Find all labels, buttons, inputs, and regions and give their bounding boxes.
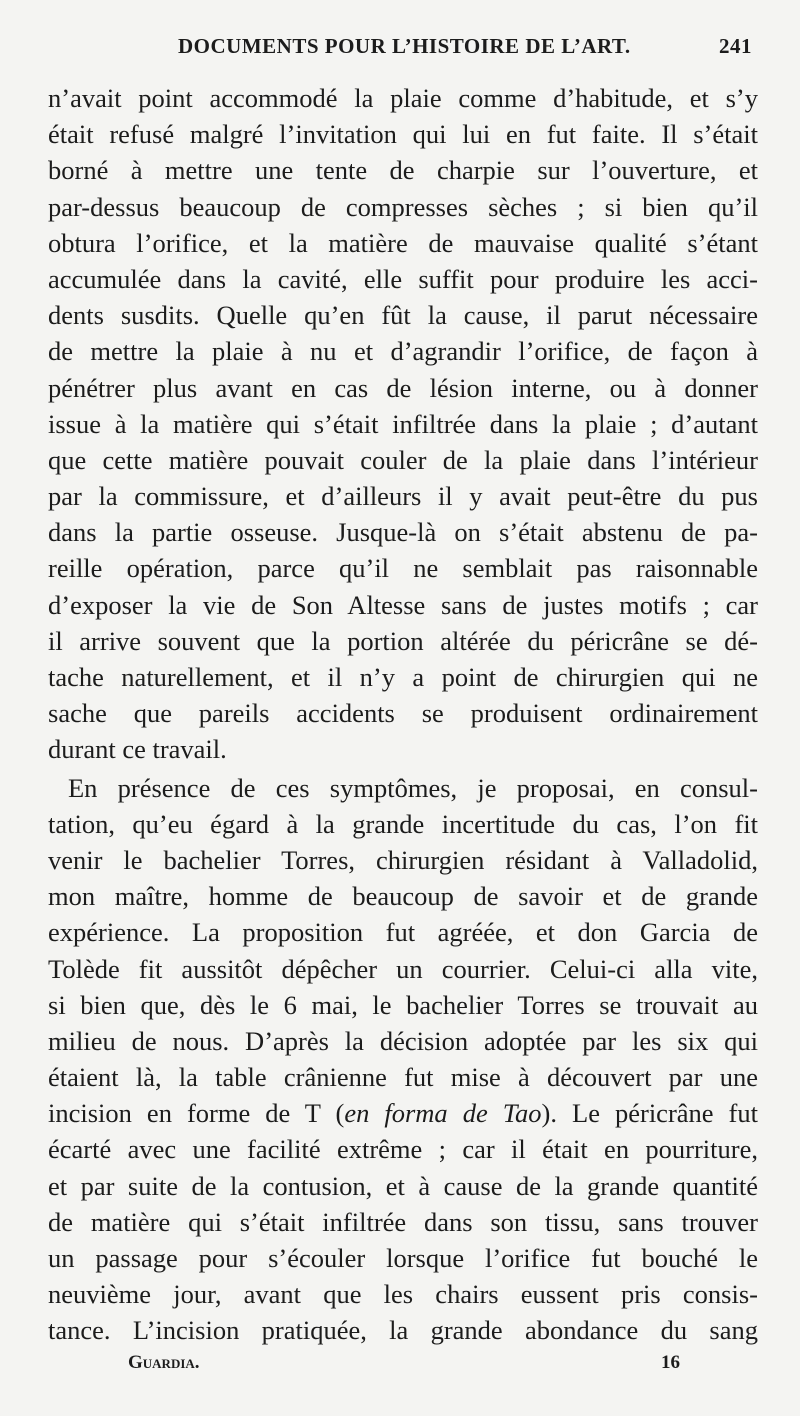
text-line: par la commissure, et d’ailleurs il y avait peut-être du pus [48, 481, 758, 512]
running-title: DOCUMENTS POUR L’HISTOIRE DE L’ART. [178, 34, 631, 58]
text-line: durant ce travail. [48, 734, 227, 765]
text-line: il arrive souvent que la portion altérée du péricrâne se dé- [48, 625, 758, 656]
text-line: Tolède fit aussitôt dépêcher un courrier. Celui-ci alla vite, [48, 953, 758, 984]
text-line: et par suite de la contusion, et à cause de la grande quantité [48, 1170, 758, 1201]
text-line: étaient là, la table crânienne fut mise à découvert par une [48, 1062, 758, 1093]
paragraph [48, 770, 758, 1349]
text-line: neuvième jour, avant que les chairs eussent pris consis- [48, 1279, 758, 1310]
text-line: n’avait point accommodé la plaie comme d’habitude, et s’y [48, 83, 758, 113]
text-line: que cette matière pouvait couler de la plaie dans l’intérieur [48, 444, 758, 475]
text-line: venir le bachelier Torres, chirurgien résidant à Valladolid, [48, 844, 758, 875]
paragraph [48, 80, 758, 768]
text-line: écarté avec une facilité extrême ; car il était en pourriture, [48, 1134, 758, 1165]
text-line: de mettre la plaie à nu et d’agrandir l’orifice, de façon à [48, 336, 758, 367]
signature-mark: Guardia. [128, 1352, 200, 1373]
text-line: tache naturellement, et il n’y a point de chirurgien qui ne [48, 662, 758, 692]
text-line: obtura l’orifice, et la matière de mauvaise qualité s’étant [48, 227, 758, 258]
body-text [48, 80, 758, 1349]
signature-number: 16 [661, 1352, 680, 1373]
text-line: milieu de nous. D’après la décision adoptée par les six qui [48, 1025, 758, 1056]
page-number: 241 [719, 34, 752, 58]
page-footer [128, 1352, 680, 1376]
text-line: un passage pour s’écouler lorsque l’orifice fut bouché le [48, 1243, 758, 1273]
text-line: issue à la matière qui s’était infiltrée dans la plaie ; d’autant [48, 408, 758, 439]
text-line: accumulée dans la cavité, elle suffit pour produire les acci- [48, 263, 758, 294]
text-line: reille opération, parce qu’il ne semblait pas raisonnable [48, 553, 758, 584]
text-line: dans la partie osseuse. Jusque-là on s’était abstenu de pa- [48, 517, 758, 548]
italic-phrase: en forma de Tao [344, 1098, 542, 1129]
text-line: si bien que, dès le 6 mai, le bachelier Torres se trouvait au [48, 989, 758, 1020]
text-line: mon maître, homme de beaucoup de savoir et de grande [48, 881, 758, 912]
text-line: par-dessus beaucoup de compresses sèches ; si bien qu’il [48, 191, 758, 222]
text-line: d’exposer la vie de Son Altesse sans de justes motifs ; car [48, 589, 758, 620]
text-line: était refusé malgré l’invitation qui lui en fut faite. Il s’était [48, 119, 758, 150]
text-line: borné à mettre une tente de charpie sur l’ouverture, et [48, 155, 758, 186]
text-line: En présence de ces symptômes, je proposai, en consul- [68, 772, 758, 803]
text-line: expérience. La proposition fut agréée, et don Garcia de [48, 917, 758, 948]
text-line: sache que pareils accidents se produisent ordinairement [48, 698, 758, 729]
text-line: pénétrer plus avant en cas de lésion interne, ou à donner [48, 372, 758, 403]
text-line: tation, qu’eu égard à la grande incertitude du cas, l’on fit [48, 808, 758, 839]
text-line: de matière qui s’était infiltrée dans son tissu, sans trouver [48, 1206, 758, 1237]
text-line: incision en forme de T (en forma de Tao). Le péricrâne fut [48, 1098, 758, 1129]
running-head [48, 34, 752, 64]
text-line: tance. L’incision pratiquée, la grande abondance du sang [48, 1315, 758, 1346]
text-line: dents susdits. Quelle qu’en fût la cause, il parut nécessaire [48, 300, 758, 331]
